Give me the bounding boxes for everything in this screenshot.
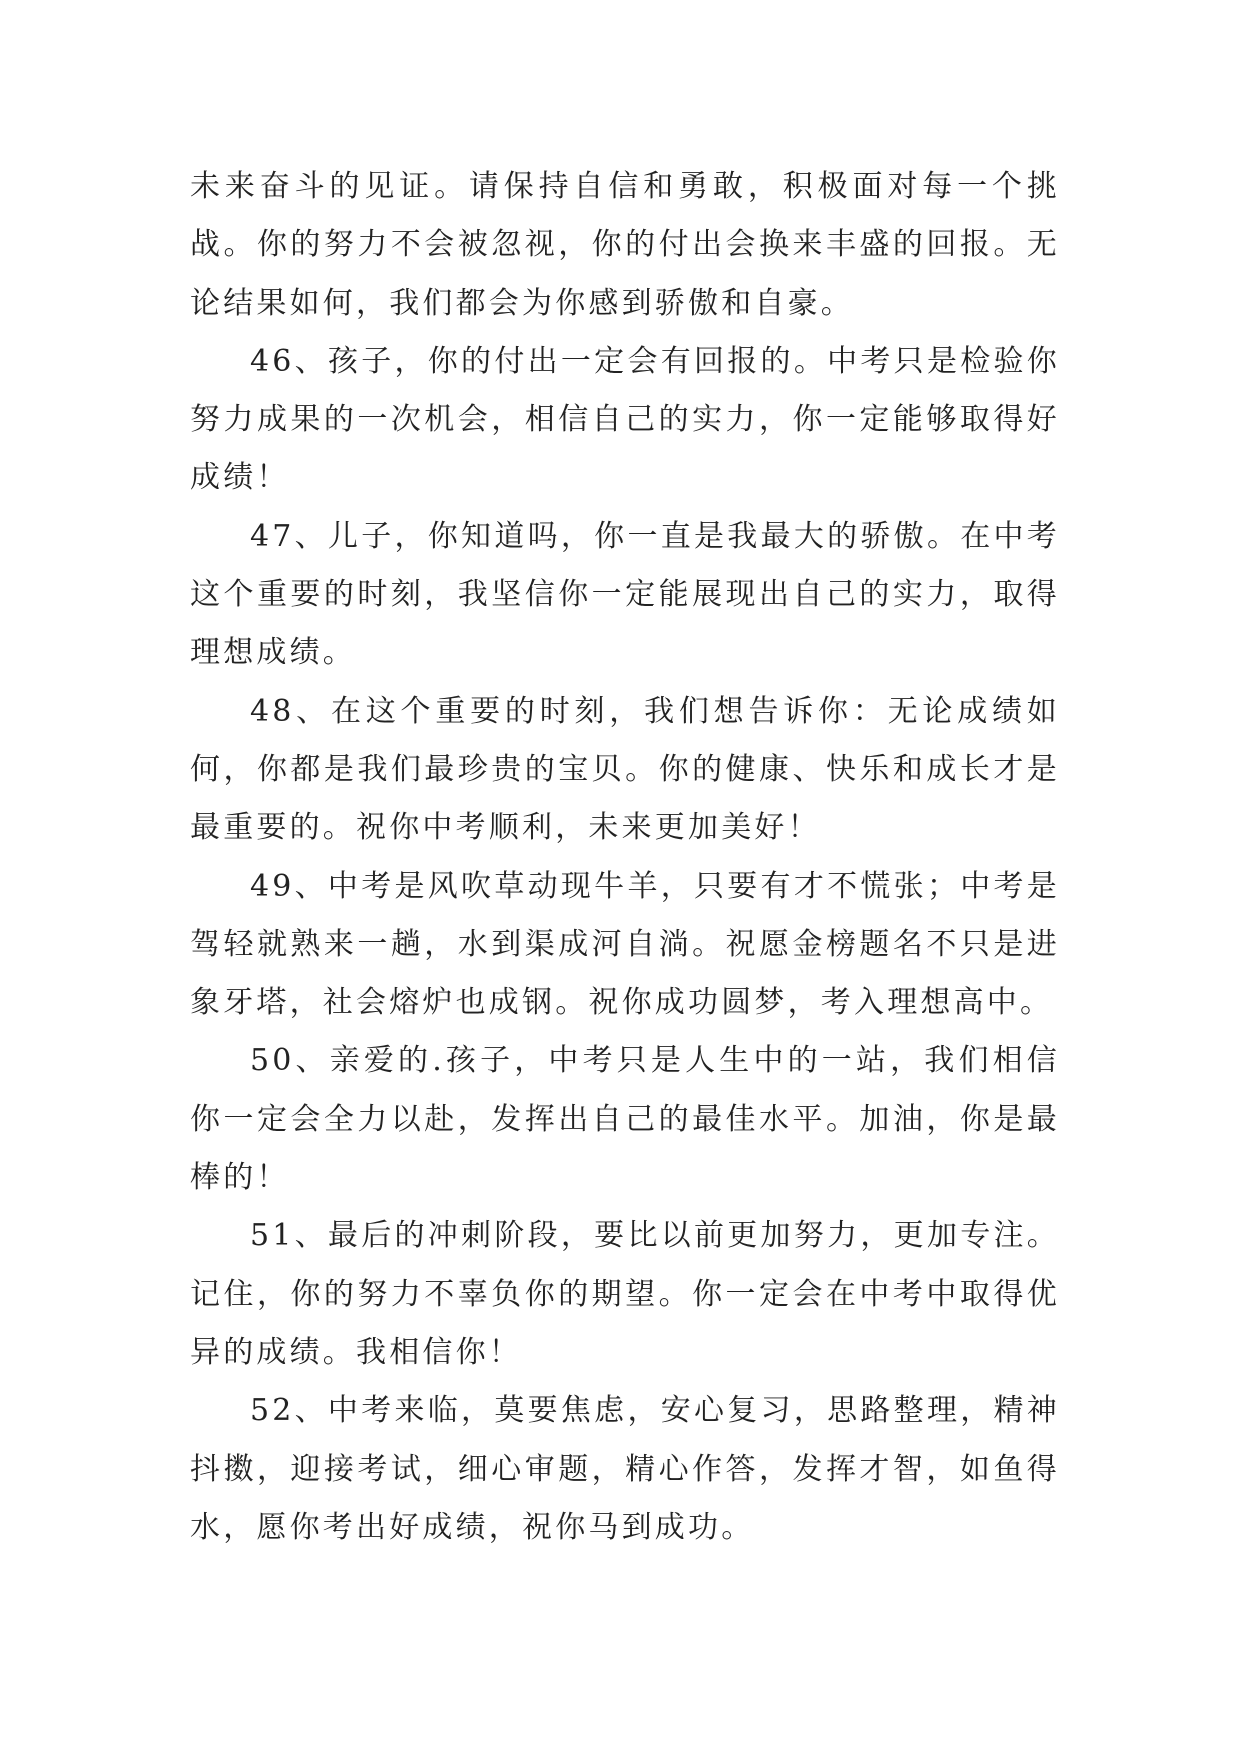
paragraph-46: 46、孩子，你的付出一定会有回报的。中考只是检验你努力成果的一次机会，相信自己的实力，你一定能够取得好成绩！ xyxy=(190,343,1060,496)
document-body xyxy=(190,158,1060,1557)
paragraph-continuation: 未来奋斗的见证。请保持自信和勇敢，积极面对每一个挑战。你的努力不会被忽视，你的付出会换来丰盛的回报。无论结果如何，我们都会为你感到骄傲和自豪。 xyxy=(190,169,1060,321)
paragraph-49: 49、中考是风吹草动现牛羊，只要有才不慌张；中考是驾轻就熟来一趟，水到渠成河自淌。祝愿金榜题名不只是进象牙塔，社会熔炉也成钢。祝你成功圆梦，考入理想高中。 xyxy=(190,868,1060,1021)
paragraph-52: 52、中考来临，莫要焦虑，安心复习，思路整理，精神抖擞，迎接考试，细心审题，精心作答，发挥才智，如鱼得水，愿你考出好成绩，祝你马到成功。 xyxy=(190,1393,1060,1545)
paragraph-47: 47、儿子，你知道吗，你一直是我最大的骄傲。在中考这个重要的时刻，我坚信你一定能展现出自己的实力，取得理想成绩。 xyxy=(190,518,1060,671)
paragraph-51: 51、最后的冲刺阶段，要比以前更加努力，更加专注。记住，你的努力不辜负你的期望。你一定会在中考中取得优异的成绩。我相信你！ xyxy=(190,1218,1060,1370)
paragraph-48: 48、在这个重要的时刻，我们想告诉你：无论成绩如何，你都是我们最珍贵的宝贝。你的健康、快乐和成长才是最重要的。祝你中考顺利，未来更加美好！ xyxy=(190,693,1060,846)
paragraph-50: 50、亲爱的.孩子，中考只是人生中的一站，我们相信你一定会全力以赴，发挥出自己的最佳水平。加油，你是最棒的！ xyxy=(190,1043,1060,1196)
